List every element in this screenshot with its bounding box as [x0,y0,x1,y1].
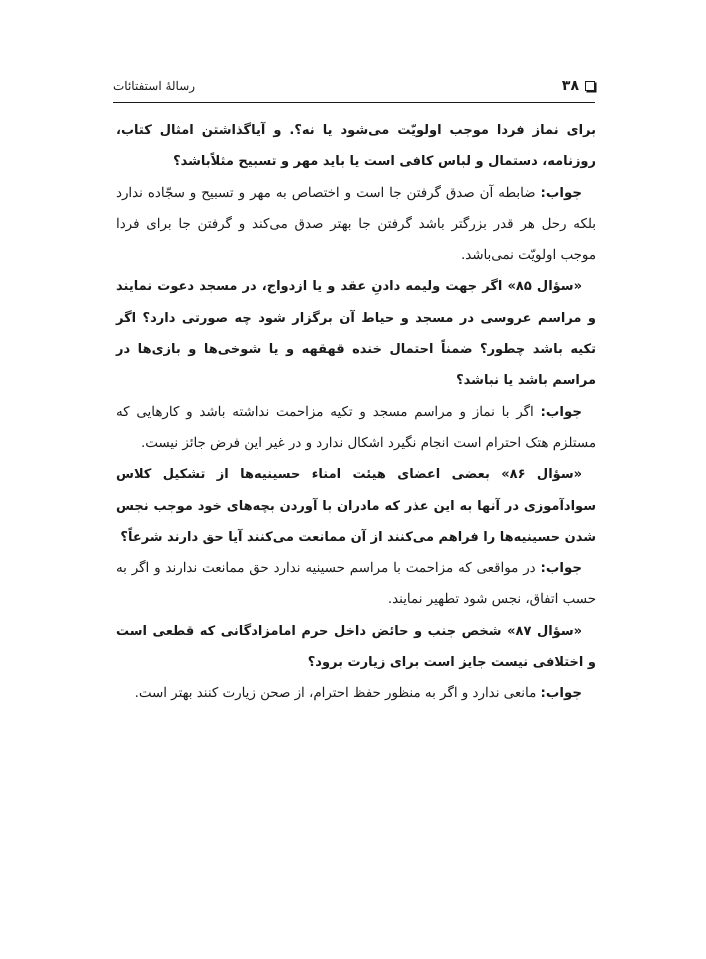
question-number: «سؤال ۸۷» [507,623,583,639]
question-86 [116,459,596,553]
square-bullet-icon [585,81,595,91]
answer-84 [116,178,596,272]
question-text: بعضی اعضای هیئت امناء حسینیه‌ها از تشکیل کلاس سوادآموزی در آنها به این عذر که مادران با آوردن بچه‌های خود موجب نجس شدن حسینیه‌ها را فراهم می‌کنند از آن ممانعت می‌کنند آیا حق دارند شرعاً؟ [116,467,596,545]
answer-label: جواب: [540,686,582,702]
answer-text: اگر با نماز و مراسم مسجد و تکیه مزاحمت نداشته باشد و کارهایی که مستلزم هتک احترام است انجام نگیرد اشکال ندارد و در غیر این فرض جائز نیست. [116,404,596,451]
question-85 [116,271,596,396]
page-number-block [562,78,595,94]
question-text: اگر جهت ولیمه دادنِ عقد و یا ازدواج، در مسجد دعوت نمایند و مراسم عروسی در مسجد و حیاط آن برگزار شود چه صورتی دارد؟ اگر تکیه باشد چطور؟ ضمناً احتمال خنده قهقهه و یا شوخی‌ها و بازی‌ها در مراسم باشد یا نباشد؟ [116,279,596,389]
answer-label: جواب: [540,404,582,420]
answer-86 [116,553,596,616]
answer-label: جواب: [540,185,582,201]
question-number: «سؤال ۸۵» [507,279,582,295]
answer-text: ضابطه آن صدق گرفتن جا است و اختصاص به مهر و تسبیح و سجّاده ندارد بلکه رحل هر قدر بزرگتر باشد گرفتن جا بهتر صدق می‌کند و گرفتن جا برای فردا موجب اولویّت نمی‌باشد. [116,185,596,264]
question-continuation [116,115,596,178]
header-rule [113,102,595,103]
answer-text: مانعی ندارد و اگر به منظور حفظ احترام، از صحن زیارت کنند بهتر است. [134,686,537,702]
answer-85 [116,397,596,460]
question-87 [116,616,596,679]
page-number: ۳۸ [561,78,579,94]
page-header [113,78,595,100]
answer-label: جواب: [540,561,582,577]
question-text: برای نماز فردا موجب اولویّت می‌شود یا نه؟. و آیاگذاشتن امثال کتاب، روزنامه، دستمال و لباس کافی است یا باید مهر و تسبیح مثلاًباشد؟ [116,123,596,170]
question-number: «سؤال ۸۶» [501,467,582,483]
body-text [116,115,596,710]
question-text: شخص جنب و حائض داخل حرم امامزادگانی که قطعی است و اختلافی نیست جایز است برای زیارت برود؟ [116,623,596,671]
running-title: رسالهٔ استفتائات [113,79,196,93]
answer-text: در مواقعی که مزاحمت با مراسم حسینیه ندارد حق ممانعت ندارند و اگر به حسب اتفاق، نجس شود تطهیر نمایند. [116,561,596,608]
answer-87 [116,678,596,709]
